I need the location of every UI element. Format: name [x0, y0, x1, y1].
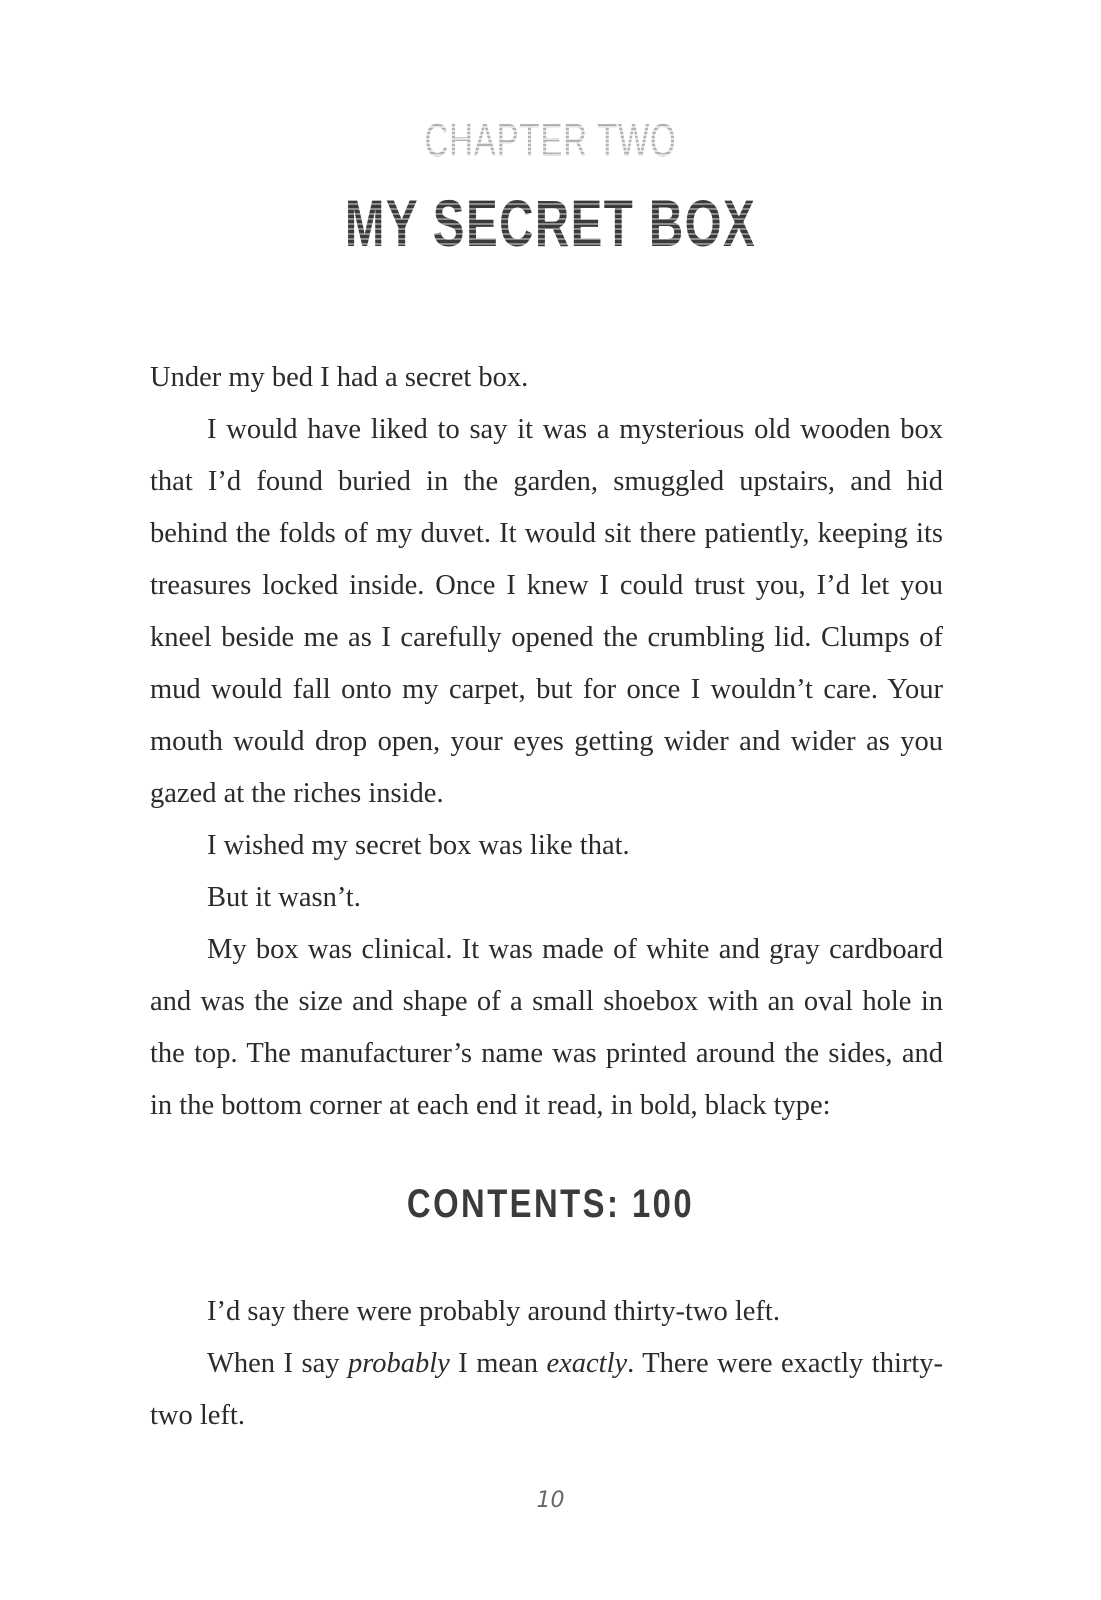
- text-run: . There were exactly thirty-two left.: [150, 1348, 944, 1431]
- paragraph: I would have liked to say it was a mysterious old wooden box that I’d found buried in the garden, smuggled upstairs, and hid behind the folds of my duvet. It would sit there patiently, keeping its treasures locked inside. Once I knew I could trust you, I’d let you kneel beside me as I carefully opened the crumbling lid. Clumps of mud would fall onto my carpet, but for once I wouldn’t care. Your mouth would drop open, your eyes getting wider and wider as you gazed at the riches inside.: [150, 414, 943, 809]
- paragraph: I’d say there were probably around thirty-two left.: [207, 1296, 780, 1327]
- chapter-label: CHAPTER TWO: [154, 112, 947, 168]
- paragraph: Under my bed I had a secret box.: [150, 362, 529, 393]
- paragraph: My box was clinical. It was made of white and gray cardboard and was the size and shape of a small shoebox with an oval hole in the top. The manufacturer’s name was printed around the sides, and in the bottom corner at each end it read, in bold, black type:: [150, 934, 943, 1121]
- contents-callout: CONTENTS: 100: [406, 1182, 695, 1226]
- text-run: When I say: [207, 1348, 348, 1379]
- emphasis-text: probably: [347, 1348, 450, 1379]
- paragraph: But it wasn’t.: [207, 882, 361, 913]
- paragraph: [150, 1338, 943, 1442]
- body-text: [150, 352, 943, 1132]
- emphasis-text: exactly: [546, 1348, 628, 1379]
- text-run: I mean: [449, 1348, 547, 1379]
- page-number: 10: [536, 1488, 565, 1513]
- chapter-title: MY SECRET BOX: [154, 185, 947, 261]
- body-text-continued: [150, 1286, 943, 1442]
- paragraph: I wished my secret box was like that.: [207, 830, 630, 861]
